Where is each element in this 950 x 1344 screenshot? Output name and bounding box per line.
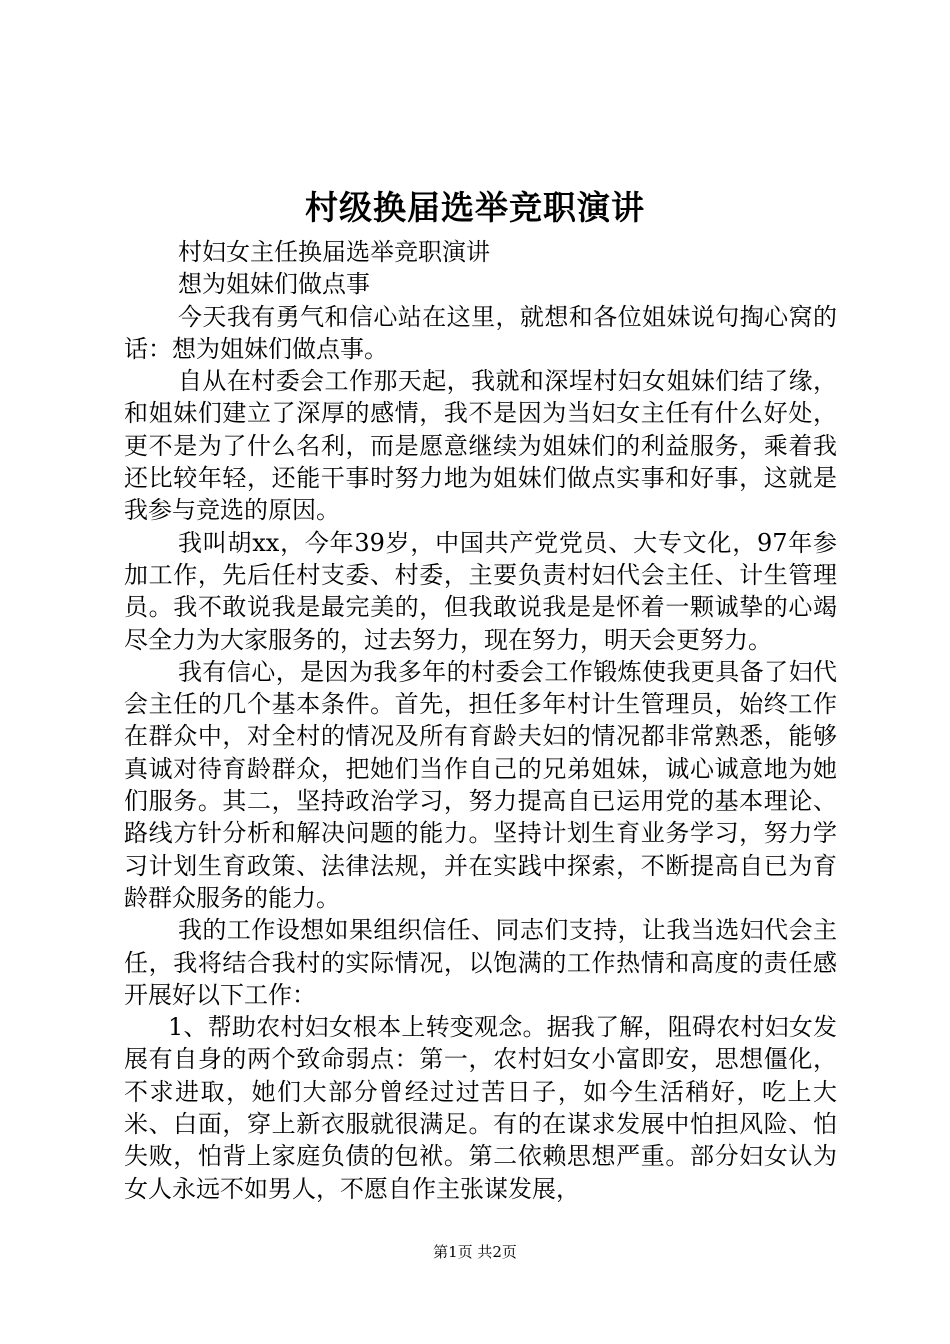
page-number-footer: 第1页 共2页 bbox=[433, 1243, 517, 1261]
paragraph: 我的工作设想如果组织信任、同志们支持，让我当选妇代会主任，我将结合我村的实际情况，以饱满的工作热情和高度的责任感开展好以下工作： bbox=[124, 916, 837, 1009]
paragraph: 今天我有勇气和信心站在这里，就想和各位姐妹说句掏心窝的话：想为姐妹们做点事。 bbox=[124, 302, 837, 363]
paragraph: 自从在村委会工作那天起，我就和深埕村妇女姐妹们结了缘，和姐妹们建立了深厚的感情，我不是因为当妇女主任有什么好处，更不是为了什么名利，而是愿意继续为姐妹们的利益服务，乘着我还比较年轻，还能干事时努力地为姐妹们做点实事和好事，这就是我参与竞选的原因。 bbox=[124, 367, 837, 525]
paragraph-subtitle: 村妇女主任换届选举竞职演讲 bbox=[178, 238, 490, 266]
paragraph-numbered: 1、帮助农村妇女根本上转变观念。据我了解，阻碍农村妇女发展有自身的两个致命弱点：第一，农村妇女小富即安，思想僵化，不求进取，她们大部分曾经过过苦日子，如今生活稍好，吃上大米、白面，穿上新衣服就很满足。有的在谋求发展中怕担风险、怕失败，怕背上家庭负债的包袱。第二依赖思想严重。部分妇女认为女人永远不如男人，不愿自作主张谋发展， bbox=[124, 1013, 837, 1203]
paragraph: 我有信心，是因为我多年的村委会工作锻炼使我更具备了妇代会主任的几个基本条件。首先，担任多年村计生管理员，始终工作在群众中，对全村的情况及所有育龄夫妇的情况都非常熟悉，能够真诚对待育龄群众，把她们当作自己的兄弟姐妹，诚心诚意地为她们服务。其二，坚持政治学习，努力提高自已运用党的基本理论、路线方针分析和解决问题的能力。坚持计划生育业务学习，努力学习计划生育政策、法律法规，并在实践中探索，不断提高自已为育龄群众服务的能力。 bbox=[124, 657, 837, 912]
document-title: 村级换届选举竞职演讲 bbox=[305, 188, 645, 227]
document-body bbox=[124, 236, 837, 1205]
paragraph: 我叫胡xx，今年39岁，中国共产党党员、大专文化，97年参加工作，先后任村支委、村委，主要负责村妇代会主任、计生管理员。我不敢说我是最完美的，但我敢说我是是怀着一颗诚挚的心竭尽全力为大家服务的，过去努力，现在努力，明天会更努力。 bbox=[124, 528, 837, 654]
paragraph-heading: 想为姐妹们做点事 bbox=[178, 270, 370, 299]
